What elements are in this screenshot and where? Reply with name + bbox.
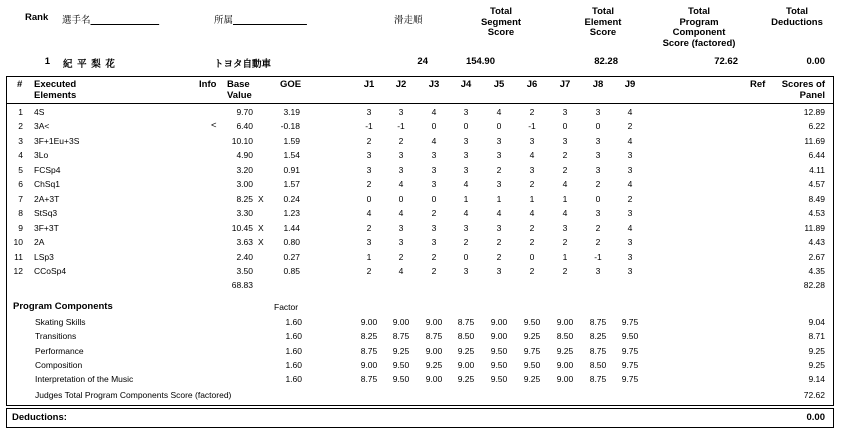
col-panel-2: Panel <box>799 89 825 101</box>
col-goe-header: GOE <box>280 79 302 90</box>
element-panel-score: 11.69 <box>804 135 825 146</box>
element-judge-score: 0 <box>398 193 404 204</box>
element-judge-score: -1 <box>594 251 602 262</box>
element-judge-score: 3 <box>431 164 437 175</box>
element-judge-score: 2 <box>496 164 502 175</box>
element-judge-score: 4 <box>496 208 502 219</box>
pcs-judge-score: 9.00 <box>490 331 508 342</box>
element-judge-score: 3 <box>366 237 372 248</box>
pcs-judge-score: 9.75 <box>523 345 541 356</box>
element-goe: 1.54 <box>283 150 300 161</box>
element-no: 6 <box>18 179 23 190</box>
element-judge-score: 0 <box>431 121 437 132</box>
element-base-value: 6.40 <box>236 121 253 132</box>
element-panel-score: 2.67 <box>808 251 825 262</box>
element-judge-score: 4 <box>431 135 437 146</box>
element-judge-score: 3 <box>529 164 535 175</box>
element-name: LSp3 <box>34 251 54 262</box>
element-judge-score: 1 <box>463 193 469 204</box>
col-executed-1: Executed <box>34 79 77 90</box>
element-name: 3A< <box>34 121 50 132</box>
element-name: 3F+3T <box>34 222 59 233</box>
element-panel-score: 4.53 <box>808 208 825 219</box>
element-judge-score: 0 <box>463 251 469 262</box>
element-judge-score: 3 <box>463 222 469 233</box>
col-ref-header: Ref <box>750 79 766 90</box>
element-judge-score: 3 <box>463 107 469 117</box>
element-judge-score: 1 <box>366 251 372 262</box>
element-base-value: 10.10 <box>231 135 253 146</box>
judge-header-8: J8 <box>592 79 604 90</box>
pcs-label-3: Component <box>672 27 726 38</box>
element-judge-score: 2 <box>496 237 502 248</box>
element-judge-score: 4 <box>496 107 502 117</box>
element-judge-score: 1 <box>562 193 568 204</box>
element-no: 12 <box>13 265 23 276</box>
element-judge-score: 3 <box>431 222 437 233</box>
element-judge-score: 3 <box>496 265 502 276</box>
header-divider <box>7 103 833 104</box>
pcs-component-score: 9.25 <box>808 359 825 370</box>
element-judge-score: 0 <box>496 121 502 132</box>
element-judge-score: 3 <box>627 208 633 219</box>
judge-header-7: J7 <box>559 79 571 90</box>
element-judge-score: 3 <box>366 150 372 161</box>
pcs-component-score: 9.04 <box>808 317 825 327</box>
element-judge-score: 2 <box>431 208 437 219</box>
element-judge-score: 0 <box>463 121 469 132</box>
element-judge-score: -1 <box>397 121 405 132</box>
pcs-judge-score: 9.75 <box>621 345 639 356</box>
element-base-value: 9.70 <box>236 107 253 117</box>
element-judge-score: 4 <box>627 222 633 233</box>
element-judge-score: 2 <box>398 251 404 262</box>
element-goe: 3.19 <box>283 107 300 117</box>
element-judge-score: 0 <box>595 121 601 132</box>
element-judge-score: 3 <box>627 237 633 248</box>
element-judge-score: 4 <box>627 107 633 117</box>
deductions-value: 0.00 <box>806 56 825 67</box>
element-judge-score: 3 <box>496 150 502 161</box>
element-judge-score: 4 <box>398 208 404 219</box>
element-judge-score: 3 <box>529 135 535 146</box>
element-judge-score: 3 <box>595 135 601 146</box>
pcs-judge-score: 9.00 <box>360 317 378 327</box>
element-goe: 0.27 <box>283 251 300 262</box>
element-judge-score: 3 <box>627 164 633 175</box>
pcs-judge-score: 9.25 <box>457 374 475 385</box>
pcs-judge-score: 9.50 <box>523 317 541 327</box>
element-panel-score: 12.89 <box>803 107 825 117</box>
element-base-value: 3.50 <box>236 265 253 276</box>
element-judge-score: 2 <box>529 107 535 117</box>
pcs-judge-score: 9.25 <box>556 345 574 356</box>
rank-label: Rank <box>25 12 49 23</box>
element-judge-score: 4 <box>529 208 535 219</box>
judge-header-2: J2 <box>395 79 407 90</box>
element-judge-score: 2 <box>366 135 372 146</box>
col-executed-header <box>34 80 76 101</box>
details-box <box>6 76 834 406</box>
start-order-value: 24 <box>417 56 428 67</box>
element-name: FCSp4 <box>34 164 61 175</box>
element-panel-score: 4.43 <box>808 237 825 248</box>
element-judge-score: -1 <box>365 121 373 132</box>
element-judge-score: 2 <box>398 135 404 146</box>
pcs-component-score: 9.25 <box>808 345 825 356</box>
element-panel-score: 11.89 <box>804 222 825 233</box>
element-judge-score: 3 <box>496 222 502 233</box>
pcs-section-title: Program Components <box>13 301 113 312</box>
element-judge-score: 3 <box>463 135 469 146</box>
pcs-component-name: Interpretation of the Music <box>35 374 134 385</box>
element-judge-score: 3 <box>398 150 404 161</box>
element-panel-score: 6.22 <box>808 121 825 132</box>
element-judge-score: 4 <box>627 179 633 190</box>
element-judge-score: 2 <box>627 121 633 132</box>
element-no: 4 <box>18 150 23 161</box>
club-label-text: 所属 <box>214 15 234 26</box>
pcs-judge-score: 9.00 <box>392 317 410 327</box>
element-judge-score: 3 <box>463 164 469 175</box>
element-judge-score: 4 <box>529 150 535 161</box>
pcs-judge-score: 9.50 <box>392 374 410 385</box>
pcs-judge-score: 8.75 <box>589 374 607 385</box>
col-panel-1: Scores of <box>781 79 825 90</box>
element-judge-score: 0 <box>366 193 372 204</box>
name-underline <box>91 15 160 26</box>
element-panel-score: 4.11 <box>809 164 825 175</box>
pcs-judge-score: 9.50 <box>523 359 541 370</box>
element-base-value: 3.00 <box>236 179 253 190</box>
pcs-judge-score: 9.50 <box>490 359 508 370</box>
col-no-header: # <box>17 79 23 90</box>
deductions-label-2: Deductions <box>771 16 823 28</box>
club-value: トヨタ自動車 <box>214 59 272 70</box>
col-executed-2: Elements <box>34 89 77 101</box>
rank-value: 1 <box>44 56 50 67</box>
pcs-judge-score: 9.75 <box>621 359 639 370</box>
element-judge-score: 4 <box>463 179 469 190</box>
element-judge-score: 3 <box>562 135 568 146</box>
pcs-judge-score: 8.25 <box>589 331 607 342</box>
club-label <box>214 12 307 26</box>
element-judge-score: 1 <box>496 193 502 204</box>
pcs-judge-score: 9.00 <box>490 317 508 327</box>
tss-label-2: Segment <box>480 16 522 28</box>
element-bonus-mark: X <box>258 222 264 233</box>
element-judge-score: 2 <box>529 265 535 276</box>
element-goe: 1.59 <box>283 135 300 146</box>
element-base-value: 3.30 <box>236 208 253 219</box>
pcs-component-name: Performance <box>35 345 84 356</box>
deductions-footer-label: Deductions: <box>12 412 67 423</box>
element-judge-score: 2 <box>529 222 535 233</box>
element-base-value: 8.25 <box>236 193 253 204</box>
element-goe: 1.57 <box>283 179 300 190</box>
pcs-component-name: Transitions <box>35 331 77 342</box>
element-judge-score: 3 <box>627 265 633 276</box>
element-judge-score: 0 <box>595 193 601 204</box>
element-judge-score: 3 <box>595 208 601 219</box>
judge-header-5: J5 <box>493 79 505 90</box>
tss-label-3: Score <box>487 27 515 38</box>
element-judge-score: 2 <box>366 222 372 233</box>
element-no: 2 <box>18 121 23 132</box>
element-goe: 0.91 <box>283 164 300 175</box>
pcs-judge-score: 8.50 <box>589 359 607 370</box>
pcs-judge-score: 9.50 <box>392 359 410 370</box>
element-no: 10 <box>13 237 23 248</box>
tss-value: 154.90 <box>465 56 495 67</box>
pcs-component-name: Skating Skills <box>35 317 86 327</box>
element-name: StSq3 <box>34 208 58 219</box>
element-judge-score: 4 <box>463 208 469 219</box>
element-panel-score: 8.49 <box>808 193 825 204</box>
pcs-judge-score: 9.25 <box>425 359 443 370</box>
pcs-judge-score: 9.25 <box>457 345 475 356</box>
judge-header-1: J1 <box>363 79 375 90</box>
skater-name: 紀 平 梨 花 <box>63 59 116 70</box>
pcs-judge-score: 9.50 <box>490 374 508 385</box>
element-judge-score: 3 <box>398 107 404 117</box>
element-no: 1 <box>18 107 23 117</box>
pcs-component-name: Composition <box>35 359 83 370</box>
deductions-label-1: Total <box>786 6 808 17</box>
element-judge-score: 3 <box>431 179 437 190</box>
element-judge-score: 2 <box>562 150 568 161</box>
element-name: 2A <box>34 237 45 248</box>
pcs-label <box>655 7 743 49</box>
element-base-value: 10.45 <box>231 222 253 233</box>
judge-header-3: J3 <box>428 79 440 90</box>
pcs-factor: 1.60 <box>285 317 302 327</box>
element-no: 11 <box>14 251 23 262</box>
pcs-judge-score: 9.00 <box>360 359 378 370</box>
element-base-value: 3.63 <box>236 237 253 248</box>
element-goe: 0.24 <box>283 193 300 204</box>
element-name: 3F+1Eu+3S <box>34 135 80 146</box>
pcs-judge-score: 9.00 <box>556 317 574 327</box>
element-judge-score: 2 <box>431 265 437 276</box>
element-panel-score: 6.44 <box>808 150 825 161</box>
element-judge-score: 3 <box>431 237 437 248</box>
deductions-label <box>762 7 832 28</box>
element-judge-score: 3 <box>431 150 437 161</box>
element-base-value: 2.40 <box>236 251 253 262</box>
element-no: 9 <box>18 222 23 233</box>
pcs-factor: 1.60 <box>285 331 302 342</box>
element-judge-score: 3 <box>366 164 372 175</box>
pcs-component-score: 9.14 <box>808 374 825 385</box>
pcs-judge-score: 9.00 <box>425 345 443 356</box>
element-judge-score: 2 <box>595 179 601 190</box>
element-judge-score: 3 <box>595 265 601 276</box>
club-underline <box>233 15 307 26</box>
element-judge-score: 1 <box>562 251 568 262</box>
pcs-label-4: Score (factored) <box>662 37 736 49</box>
tss-label-1: Total <box>490 6 512 17</box>
pcs-judge-score: 8.50 <box>457 331 475 342</box>
element-judge-score: 2 <box>529 237 535 248</box>
element-name: 4S <box>34 107 45 117</box>
element-judge-score: 1 <box>529 193 535 204</box>
start-order-label: 滑走順 <box>394 15 423 26</box>
element-judge-score: 4 <box>398 265 404 276</box>
factor-header: Factor <box>274 302 299 312</box>
element-judge-score: -1 <box>528 121 536 132</box>
element-judge-score: 3 <box>366 107 372 117</box>
element-judge-score: 4 <box>431 107 437 117</box>
pcs-judge-score: 9.00 <box>425 317 443 327</box>
judge-header-9: J9 <box>624 79 636 90</box>
element-judge-score: 3 <box>496 135 502 146</box>
element-goe: 1.44 <box>283 222 300 233</box>
deductions-box <box>6 408 834 428</box>
element-judge-score: 2 <box>595 237 601 248</box>
tes-label-3: Score <box>589 27 617 38</box>
col-base-header <box>227 80 252 101</box>
pcs-judge-score: 9.00 <box>457 359 475 370</box>
pcs-judge-score: 8.75 <box>589 345 607 356</box>
pcs-judge-score: 8.75 <box>425 331 443 342</box>
element-judge-score: 2 <box>496 251 502 262</box>
tes-value: 82.28 <box>594 56 618 67</box>
element-judge-score: 4 <box>627 135 633 146</box>
pcs-judge-score: 9.25 <box>523 374 541 385</box>
element-name: 2A+3T <box>34 193 60 204</box>
element-goe: -0.18 <box>280 121 300 132</box>
tes-label <box>568 7 638 39</box>
element-goe: 0.85 <box>283 265 300 276</box>
element-base-value: 4.90 <box>236 150 253 161</box>
pcs-factor: 1.60 <box>285 374 302 385</box>
pcs-value: 72.62 <box>714 56 738 67</box>
pcs-judge-score: 8.75 <box>392 331 410 342</box>
element-judge-score: 4 <box>562 179 568 190</box>
pcs-total-value: 72.62 <box>803 390 825 400</box>
element-goe: 0.80 <box>283 237 300 248</box>
element-panel-score: 4.57 <box>808 179 825 190</box>
element-name: ChSq1 <box>34 179 60 190</box>
element-judge-score: 3 <box>496 179 502 190</box>
element-judge-score: 4 <box>562 208 568 219</box>
element-judge-score: 2 <box>529 179 535 190</box>
pcs-judge-score: 8.75 <box>457 317 475 327</box>
element-bonus-mark: X <box>258 237 264 248</box>
pcs-judge-score: 9.50 <box>490 345 508 356</box>
pcs-total-label: Judges Total Program Components Score (factored) <box>35 390 232 400</box>
element-judge-score: 0 <box>529 251 535 262</box>
element-judge-score: 0 <box>431 193 437 204</box>
element-judge-score: 4 <box>366 208 372 219</box>
element-panel-score: 4.35 <box>808 265 825 276</box>
pcs-judge-score: 9.00 <box>556 374 574 385</box>
element-judge-score: 0 <box>562 121 568 132</box>
element-judge-score: 2 <box>366 265 372 276</box>
judge-header-4: J4 <box>460 79 472 90</box>
pcs-label-2: Program <box>679 16 719 28</box>
element-no: 3 <box>18 135 23 146</box>
element-base-value: 3.20 <box>236 164 253 175</box>
deductions-footer-value: 0.00 <box>806 412 825 423</box>
element-judge-score: 3 <box>398 237 404 248</box>
element-judge-score: 3 <box>595 164 601 175</box>
element-judge-score: 3 <box>463 265 469 276</box>
element-judge-score: 3 <box>398 164 404 175</box>
col-panel-header <box>766 80 825 101</box>
element-judge-score: 2 <box>562 237 568 248</box>
element-judge-score: 3 <box>595 150 601 161</box>
pcs-judge-score: 9.75 <box>621 317 639 327</box>
pcs-judge-score: 8.50 <box>556 331 574 342</box>
name-label <box>62 12 159 26</box>
pcs-judge-score: 9.25 <box>523 331 541 342</box>
element-bonus-mark: X <box>258 193 264 204</box>
element-judge-score: 3 <box>398 222 404 233</box>
pcs-judge-score: 8.75 <box>360 374 378 385</box>
pcs-judge-score: 8.25 <box>360 331 378 342</box>
pcs-judge-score: 9.00 <box>556 359 574 370</box>
element-judge-score: 2 <box>366 179 372 190</box>
pcs-judge-score: 9.25 <box>392 345 410 356</box>
element-judge-score: 2 <box>562 164 568 175</box>
element-info: < <box>211 120 217 132</box>
element-judge-score: 3 <box>627 251 633 262</box>
element-name: 3Lo <box>34 150 49 161</box>
element-goe: 1.23 <box>283 208 300 219</box>
col-base-2: Value <box>227 89 252 101</box>
tes-label-2: Element <box>584 16 622 28</box>
name-label-text: 選手名 <box>62 15 91 26</box>
panel-total: 82.28 <box>803 280 825 290</box>
element-judge-score: 3 <box>562 107 568 117</box>
element-judge-score: 3 <box>463 150 469 161</box>
element-name: CCoSp4 <box>34 265 67 276</box>
element-judge-score: 2 <box>562 265 568 276</box>
tes-label-1: Total <box>592 6 614 17</box>
element-judge-score: 3 <box>595 107 601 117</box>
tss-label <box>466 7 536 39</box>
pcs-judge-score: 8.75 <box>589 317 607 327</box>
element-no: 8 <box>18 208 23 219</box>
pcs-component-score: 8.71 <box>808 331 825 342</box>
pcs-judge-score: 9.50 <box>621 331 639 342</box>
element-judge-score: 3 <box>627 150 633 161</box>
pcs-factor: 1.60 <box>285 345 302 356</box>
element-judge-score: 2 <box>431 251 437 262</box>
col-base-1: Base <box>227 79 250 90</box>
pcs-judge-score: 9.75 <box>621 374 639 385</box>
element-judge-score: 3 <box>562 222 568 233</box>
pcs-label-1: Total <box>688 6 710 17</box>
pcs-judge-score: 9.00 <box>425 374 443 385</box>
col-info-header: Info <box>199 79 217 90</box>
element-no: 7 <box>18 193 23 204</box>
element-judge-score: 2 <box>463 237 469 248</box>
element-no: 5 <box>18 164 23 175</box>
base-total: 68.83 <box>231 280 253 290</box>
element-judge-score: 4 <box>398 179 404 190</box>
pcs-factor: 1.60 <box>285 359 302 370</box>
element-judge-score: 2 <box>595 222 601 233</box>
element-judge-score: 2 <box>627 193 633 204</box>
judge-header-6: J6 <box>526 79 538 90</box>
pcs-judge-score: 8.75 <box>360 345 378 356</box>
